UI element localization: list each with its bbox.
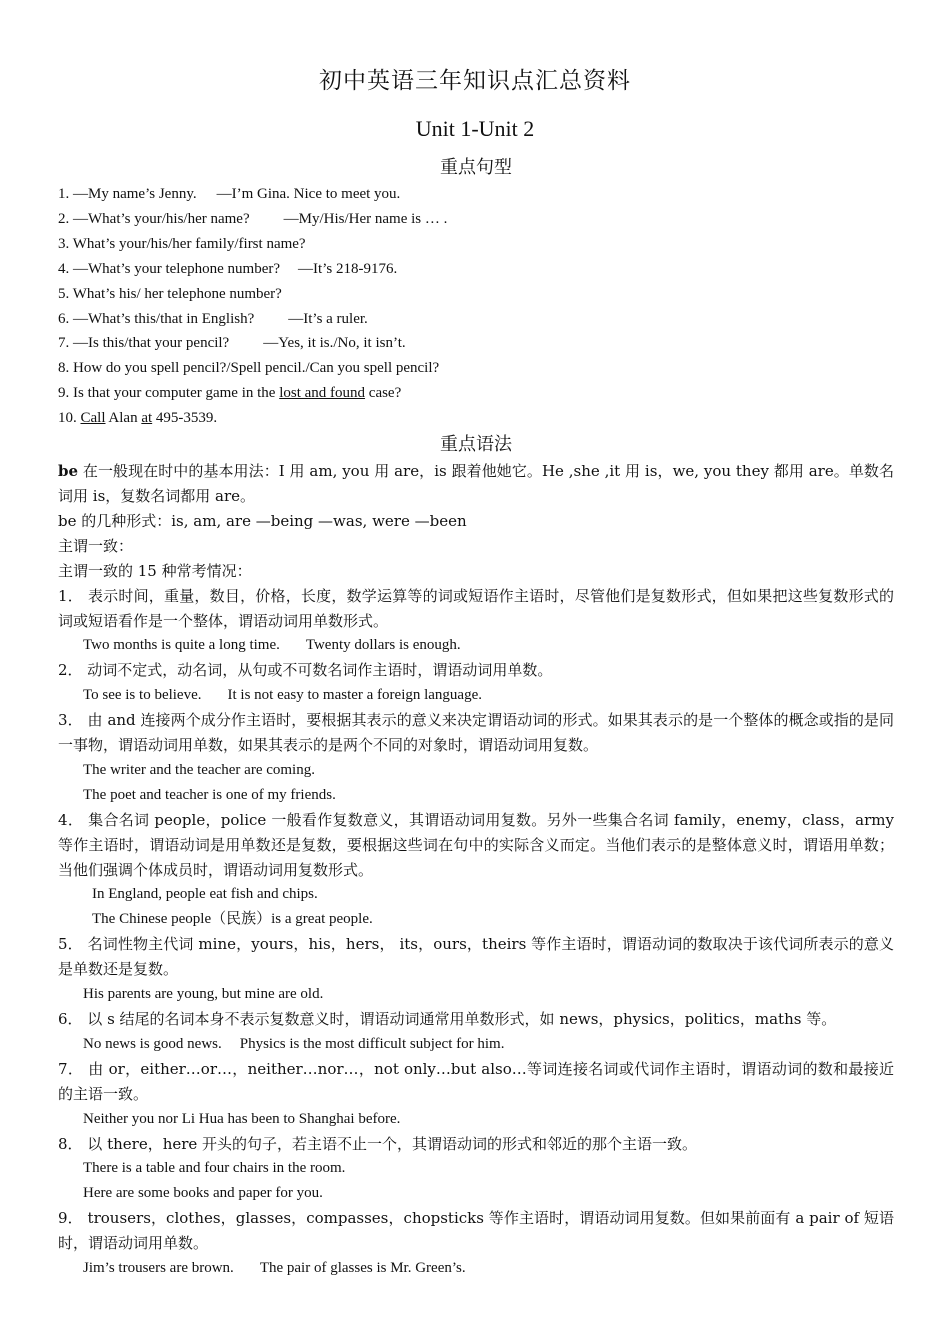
sentence-7-a: —Yes, it is./No, it isn’t.: [263, 335, 406, 352]
rule-6-example-a: No news is good news.: [83, 1035, 222, 1052]
sentence-7: [58, 331, 894, 356]
rule-6: 6． 以 s 结尾的名词本身不表示复数意义时，谓语动词通常用单数形式，如 news，physics，politics，maths 等。: [58, 1010, 837, 1028]
sentence-6-a: —It’s a ruler.: [288, 310, 368, 327]
sentence-10-underlined-call: Call: [80, 410, 106, 427]
rule-9-example-b: The pair of glasses is Mr. Green’s.: [259, 1260, 466, 1277]
section-heading-grammar: 重点语法: [440, 434, 512, 456]
sentence-4: [58, 257, 894, 282]
rule-9-example-a: Jim’s trousers are brown.: [83, 1260, 234, 1277]
rule-4: 4． 集合名词 people，police 一般看作复数意义，其谓语动词用复数。另外一些集合名词 family，enemy，class，army 等作主语时，谓语动词是用单数还是复数，要根据这些词在句中的实际含义而定。当他们表示的是整体意义时，谓语用单数；当他们强调个体成员时，谓语动词用复数形式。: [58, 810, 894, 879]
be-usage-text: 在一般现在时中的基本用法：I 用 am, you 用 are，is 跟着他她它。He ,she ,it 用 is，we, you they 都用 are。单数名词用 is，复数名词都用 are。: [58, 462, 894, 505]
sentence-9-underlined: lost and found: [279, 385, 366, 402]
sentence-9: [58, 381, 894, 406]
document-body: [58, 154, 894, 1281]
rule-1-example-a: Two months is quite a long time.: [83, 637, 280, 654]
rule-6-example-b: Physics is the most difficult subject for him.: [239, 1035, 505, 1052]
rule-8-example-2: Here are some books and paper for you.: [83, 1185, 323, 1202]
rule-3: 3． 由 and 连接两个成分作主语时，要根据其表示的意义来决定谓语动词的形式。如果其表示的是一个整体的概念或指的是同一事物，谓语动词用单数，如果其表示的是两个不同的对象时，谓语动词用复数。: [58, 711, 894, 755]
sentence-1-q: 1. —My name’s Jenny.: [58, 186, 197, 202]
rule-6-example: [58, 1032, 894, 1057]
sentence-6: [58, 307, 894, 332]
rule-1-example-b: Twenty dollars is enough.: [305, 637, 461, 654]
rule-2-example: [58, 683, 894, 708]
be-forms-line: be 的几种形式：is, am, are —being —was, were —been: [58, 511, 467, 530]
rule-8-example-1: There is a table and four chairs in the room.: [83, 1160, 346, 1177]
sentence-10-number: 10.: [58, 410, 81, 427]
sentence-4-a: —It’s 218-9176.: [298, 260, 398, 277]
rule-8: 8． 以 there，here 开头的句子，若主语不止一个，其谓语动词的形式和邻近的那个主语一致。: [58, 1134, 698, 1153]
rule-5-example: His parents are young, but mine are old.: [83, 986, 324, 1003]
sentence-9-start: 9. Is that your computer game in the: [58, 385, 280, 402]
sentence-8: 8. How do you spell pencil?/Spell pencil./Can you spell pencil?: [58, 360, 440, 377]
rule-9: 9． trousers，clothes，glasses，compasses，chopsticks 等作主语时，谓语动词用复数。但如果前面有 a pair of 短语时，谓语动词用单数。: [58, 1209, 894, 1253]
sentence-10: [58, 406, 894, 431]
sentence-10-middle: Alan: [105, 410, 142, 427]
rule-7: 7． 由 or，either…or…，neither…nor…，not only…but also…等词连接名词或代词作主语时，谓语动词的数和最接近的主语一致。: [58, 1059, 894, 1103]
rule-4-example-1: In England, people eat fish and chips.: [92, 886, 318, 903]
rule-5: 5． 名词性物主代词 mine，yours，his，hers， its，ours，theirs 等作主语时，谓语动词的数取决于该代词所表示的意义是单数还是复数。: [58, 935, 894, 979]
rule-9-example: [58, 1256, 894, 1281]
sentence-2-q: 2. —What’s your/his/her name?: [58, 210, 250, 227]
rule-7-example: Neither you nor Li Hua has been to Shanghai before.: [83, 1110, 401, 1127]
sentence-1-a: —I’m Gina. Nice to meet you.: [216, 186, 401, 202]
subject-verb-heading: 主谓一致：: [58, 536, 134, 555]
rule-3-example-1: The writer and the teacher are coming.: [83, 761, 315, 778]
be-bold-term: be: [58, 462, 79, 481]
sentence-7-q: 7. —Is this/that your pencil?: [58, 335, 230, 352]
sentence-5: 5. What’s his/ her telephone number?: [58, 285, 282, 302]
rule-4-example-2: The Chinese people（民族）is a great people.: [92, 911, 373, 928]
sentence-4-q: 4. —What’s your telephone number?: [58, 260, 281, 277]
unit-heading: Unit 1-Unit 2: [415, 116, 535, 141]
section-heading-sentences: 重点句型: [440, 157, 512, 178]
sentence-3: 3. What’s your/his/her family/first name?: [58, 235, 306, 252]
sentence-1: [58, 182, 894, 207]
sentence-10-underlined-at: at: [141, 410, 153, 427]
document-title: 初中英语三年知识点汇总资料: [319, 68, 631, 94]
rule-3-example-2: The poet and teacher is one of my friends.: [83, 786, 336, 803]
rule-1-example: [58, 633, 894, 658]
rule-2-example-b: It is not easy to master a foreign language.: [227, 687, 483, 704]
sentence-2-a: —My/His/Her name is … .: [283, 210, 448, 227]
rule-2: 2． 动词不定式，动名词，从句或不可数名词作主语时，谓语动词用单数。: [58, 661, 553, 680]
sentence-6-q: 6. —What’s this/that in English?: [58, 310, 255, 327]
rule-2-example-a: To see is to believe.: [83, 687, 202, 704]
subject-verb-cases-heading: 主谓一致的 15 种常考情况：: [58, 561, 252, 580]
be-usage-paragraph: [58, 459, 894, 509]
sentence-10-end: 495-3539.: [152, 410, 218, 427]
sentence-9-end: case?: [365, 385, 402, 402]
rule-1: 1． 表示时间，重量，数目，价格，长度，数学运算等的词或短语作主语时，尽管他们是复数形式，但如果把这些复数形式的词或短语看作是一个整体，谓语动词用单数形式。: [58, 586, 894, 630]
sentence-2: [58, 207, 894, 232]
